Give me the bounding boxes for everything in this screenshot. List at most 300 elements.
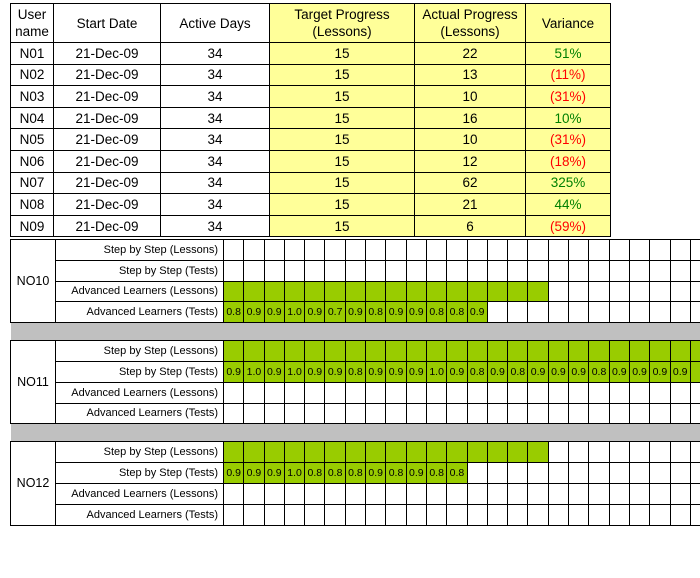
grid-user-id: NO11 xyxy=(11,341,56,424)
grid-cell xyxy=(629,504,649,525)
cell-start-date: 21-Dec-09 xyxy=(54,194,161,216)
cell-actual-progress: 13 xyxy=(415,64,526,86)
cell-target-progress: 15 xyxy=(270,43,415,65)
header-start-date xyxy=(54,4,161,43)
summary-table xyxy=(10,3,611,237)
grid-row-label: Advanced Learners (Tests) xyxy=(56,504,224,525)
grid-row xyxy=(11,260,700,281)
grid-cell xyxy=(670,302,690,323)
grid-cell xyxy=(609,382,629,403)
grid-cell xyxy=(629,382,649,403)
grid-cell xyxy=(284,240,304,261)
grid-cell xyxy=(386,403,406,424)
grid-cell xyxy=(224,403,244,424)
grid-cell xyxy=(406,442,426,463)
cell-variance: (59%) xyxy=(526,215,611,237)
grid-cell xyxy=(548,260,568,281)
cell-active-days: 34 xyxy=(161,215,270,237)
cell-user: N03 xyxy=(11,86,54,108)
grid-cell: 0.9 xyxy=(366,361,386,382)
grid-cell xyxy=(487,302,507,323)
grid-cell xyxy=(386,260,406,281)
cell-active-days: 34 xyxy=(161,194,270,216)
grid-cell xyxy=(264,341,284,362)
grid-cell xyxy=(508,403,528,424)
grid-cell: 0.9 xyxy=(345,302,365,323)
cell-actual-progress: 10 xyxy=(415,86,526,108)
cell-actual-progress: 21 xyxy=(415,194,526,216)
grid-cell xyxy=(528,240,548,261)
grid-cell xyxy=(305,260,325,281)
grid-cell xyxy=(487,341,507,362)
grid-cell xyxy=(609,483,629,504)
grid-cell: 0.9 xyxy=(244,463,264,484)
grid-cell xyxy=(244,403,264,424)
grid-row-label: Advanced Learners (Lessons) xyxy=(56,281,224,302)
grid-row xyxy=(11,403,700,424)
grid-cell xyxy=(244,281,264,302)
cell-actual-progress: 6 xyxy=(415,215,526,237)
grid-cell: 1.0 xyxy=(284,302,304,323)
grid-cell xyxy=(609,240,629,261)
cell-active-days: 34 xyxy=(161,43,270,65)
grid-cell: 0.8 xyxy=(426,302,446,323)
grid-cell xyxy=(589,403,609,424)
grid-cell xyxy=(426,281,446,302)
grid-cell xyxy=(670,403,690,424)
grid-cell xyxy=(609,302,629,323)
grid-row xyxy=(11,361,700,382)
grid-cell xyxy=(366,504,386,525)
progress-grid-body xyxy=(11,240,700,526)
grid-row xyxy=(11,463,700,484)
cell-user: N05 xyxy=(11,129,54,151)
grid-row xyxy=(11,281,700,302)
grid-cell xyxy=(528,483,548,504)
grid-cell: 0.9 xyxy=(406,302,426,323)
grid-row-label: Advanced Learners (Tests) xyxy=(56,403,224,424)
grid-cell xyxy=(406,403,426,424)
grid-cell: 0.7 xyxy=(325,302,345,323)
grid-cell xyxy=(548,281,568,302)
grid-cell xyxy=(589,281,609,302)
cell-user: N02 xyxy=(11,64,54,86)
grid-cell xyxy=(426,483,446,504)
grid-cell xyxy=(447,240,467,261)
grid-cell xyxy=(467,382,487,403)
grid-cell xyxy=(264,382,284,403)
summary-header-row xyxy=(11,4,611,43)
grid-cell xyxy=(569,281,589,302)
grid-cell xyxy=(650,442,670,463)
grid-cell xyxy=(366,483,386,504)
grid-cell xyxy=(569,463,589,484)
grid-cell xyxy=(629,302,649,323)
cell-target-progress: 15 xyxy=(270,150,415,172)
grid-cell xyxy=(325,260,345,281)
grid-cell xyxy=(284,341,304,362)
cell-start-date: 21-Dec-09 xyxy=(54,129,161,151)
grid-cell xyxy=(264,281,284,302)
cell-user: N06 xyxy=(11,150,54,172)
grid-cell xyxy=(467,341,487,362)
grid-cell: 0.9 xyxy=(224,361,244,382)
grid-cell: 0.8 xyxy=(345,361,365,382)
grid-cell xyxy=(305,240,325,261)
grid-cell xyxy=(386,442,406,463)
table-row xyxy=(11,150,611,172)
grid-cell xyxy=(508,442,528,463)
header-target-progress xyxy=(270,4,415,43)
grid-cell xyxy=(325,240,345,261)
header-user-name-text: User name xyxy=(15,7,49,39)
grid-cell: 0.8 xyxy=(305,463,325,484)
grid-cell xyxy=(609,281,629,302)
grid-cell xyxy=(487,463,507,484)
grid-cell xyxy=(284,483,304,504)
grid-cell xyxy=(345,403,365,424)
table-row xyxy=(11,129,611,151)
grid-cell: 0.9 xyxy=(528,361,548,382)
grid-cell xyxy=(609,341,629,362)
grid-cell: 0.8 xyxy=(325,463,345,484)
cell-actual-progress: 10 xyxy=(415,129,526,151)
grid-cell xyxy=(528,382,548,403)
grid-cell xyxy=(548,240,568,261)
grid-cell xyxy=(467,504,487,525)
cell-target-progress: 15 xyxy=(270,215,415,237)
grid-cell xyxy=(305,403,325,424)
cell-variance: (11%) xyxy=(526,64,611,86)
grid-cell xyxy=(366,442,386,463)
grid-cell xyxy=(569,240,589,261)
header-actual-progress-text: Actual Progress (Lessons) xyxy=(422,7,518,39)
grid-cell: 0.9 xyxy=(264,463,284,484)
grid-cell xyxy=(406,504,426,525)
grid-cell xyxy=(244,504,264,525)
grid-cell xyxy=(609,463,629,484)
grid-cell: 0.9 xyxy=(305,302,325,323)
grid-cell xyxy=(305,281,325,302)
grid-cell xyxy=(224,260,244,281)
grid-cell xyxy=(629,260,649,281)
cell-variance: 51% xyxy=(526,43,611,65)
grid-cell xyxy=(325,442,345,463)
grid-cell xyxy=(366,281,386,302)
grid-cell xyxy=(690,463,700,484)
cell-target-progress: 15 xyxy=(270,129,415,151)
grid-cell xyxy=(447,442,467,463)
grid-cell xyxy=(447,504,467,525)
grid-cell xyxy=(609,260,629,281)
grid-cell: 0.9 xyxy=(264,361,284,382)
grid-cell xyxy=(447,483,467,504)
grid-cell xyxy=(650,463,670,484)
grid-cell xyxy=(589,504,609,525)
grid-cell xyxy=(447,281,467,302)
cell-actual-progress: 22 xyxy=(415,43,526,65)
grid-cell xyxy=(386,504,406,525)
grid-cell xyxy=(345,240,365,261)
grid-cell xyxy=(426,240,446,261)
grid-cell xyxy=(447,260,467,281)
grid-cell xyxy=(467,463,487,484)
grid-row-label: Advanced Learners (Tests) xyxy=(56,302,224,323)
cell-active-days: 34 xyxy=(161,150,270,172)
group-separator xyxy=(11,424,700,442)
grid-cell xyxy=(366,403,386,424)
grid-cell xyxy=(426,504,446,525)
grid-cell xyxy=(629,463,649,484)
grid-cell xyxy=(244,240,264,261)
grid-row xyxy=(11,302,700,323)
grid-cell xyxy=(629,483,649,504)
grid-cell xyxy=(548,442,568,463)
grid-cell xyxy=(670,504,690,525)
cell-start-date: 21-Dec-09 xyxy=(54,215,161,237)
grid-cell xyxy=(345,504,365,525)
grid-cell xyxy=(670,442,690,463)
cell-variance: 10% xyxy=(526,107,611,129)
cell-variance: (18%) xyxy=(526,150,611,172)
grid-cell xyxy=(305,341,325,362)
grid-cell: 0.9 xyxy=(386,302,406,323)
grid-cell xyxy=(528,442,548,463)
table-row xyxy=(11,86,611,108)
grid-cell xyxy=(589,483,609,504)
grid-cell xyxy=(305,382,325,403)
grid-cell xyxy=(670,260,690,281)
grid-cell xyxy=(284,281,304,302)
header-active-days-text: Active Days xyxy=(179,15,251,31)
table-row xyxy=(11,172,611,194)
grid-cell xyxy=(589,302,609,323)
grid-cell xyxy=(690,504,700,525)
grid-cell xyxy=(508,302,528,323)
grid-cell xyxy=(670,240,690,261)
grid-cell xyxy=(386,281,406,302)
grid-cell xyxy=(650,281,670,302)
grid-cell xyxy=(690,403,700,424)
separator-band xyxy=(11,424,700,442)
table-row xyxy=(11,43,611,65)
grid-cell: 1.0 xyxy=(284,361,304,382)
cell-start-date: 21-Dec-09 xyxy=(54,64,161,86)
grid-cell xyxy=(690,260,700,281)
grid-row-label: Step by Step (Lessons) xyxy=(56,442,224,463)
grid-cell xyxy=(467,403,487,424)
grid-cell xyxy=(589,240,609,261)
grid-cell xyxy=(629,341,649,362)
grid-cell xyxy=(487,281,507,302)
grid-row-label: Step by Step (Tests) xyxy=(56,361,224,382)
grid-cell xyxy=(690,240,700,261)
grid-cell xyxy=(690,442,700,463)
grid-cell xyxy=(528,341,548,362)
grid-cell xyxy=(487,442,507,463)
progress-grid xyxy=(10,239,700,526)
grid-cell: 0.8 xyxy=(447,302,467,323)
grid-cell xyxy=(224,240,244,261)
grid-cell: 0.9 xyxy=(650,361,670,382)
grid-cell xyxy=(325,281,345,302)
grid-cell xyxy=(467,260,487,281)
grid-cell xyxy=(508,341,528,362)
cell-target-progress: 15 xyxy=(270,194,415,216)
grid-cell xyxy=(406,483,426,504)
grid-cell: 0.9 xyxy=(386,361,406,382)
grid-cell xyxy=(589,341,609,362)
cell-active-days: 34 xyxy=(161,129,270,151)
grid-cell: 0.9 xyxy=(569,361,589,382)
grid-cell: 0.9 xyxy=(487,361,507,382)
cell-start-date: 21-Dec-09 xyxy=(54,172,161,194)
grid-cell xyxy=(264,240,284,261)
grid-cell xyxy=(345,442,365,463)
grid-cell: 0.9 xyxy=(224,463,244,484)
grid-cell: 0.9 xyxy=(406,463,426,484)
grid-cell xyxy=(447,341,467,362)
grid-cell xyxy=(487,504,507,525)
grid-cell xyxy=(325,341,345,362)
cell-target-progress: 15 xyxy=(270,107,415,129)
grid-cell xyxy=(447,403,467,424)
grid-cell xyxy=(244,483,264,504)
grid-cell xyxy=(345,260,365,281)
grid-cell xyxy=(224,341,244,362)
grid-cell xyxy=(569,403,589,424)
grid-cell xyxy=(528,504,548,525)
grid-cell xyxy=(284,382,304,403)
grid-cell xyxy=(244,260,264,281)
grid-cell xyxy=(305,483,325,504)
grid-cell xyxy=(366,260,386,281)
grid-cell xyxy=(548,403,568,424)
grid-cell xyxy=(629,281,649,302)
grid-cell: 0.9 xyxy=(244,302,264,323)
grid-cell xyxy=(528,403,548,424)
grid-cell xyxy=(650,302,670,323)
grid-row-label: Advanced Learners (Lessons) xyxy=(56,382,224,403)
cell-target-progress: 15 xyxy=(270,172,415,194)
grid-cell xyxy=(548,341,568,362)
grid-cell xyxy=(345,382,365,403)
grid-cell xyxy=(508,504,528,525)
grid-cell xyxy=(224,442,244,463)
cell-actual-progress: 62 xyxy=(415,172,526,194)
grid-row-label: Step by Step (Tests) xyxy=(56,463,224,484)
header-user-name xyxy=(11,4,54,43)
table-row xyxy=(11,107,611,129)
grid-row-label: Step by Step (Lessons) xyxy=(56,240,224,261)
grid-cell xyxy=(325,504,345,525)
grid-cell xyxy=(305,504,325,525)
grid-cell xyxy=(426,260,446,281)
grid-cell xyxy=(528,281,548,302)
grid-cell xyxy=(345,281,365,302)
cell-target-progress: 15 xyxy=(270,64,415,86)
grid-cell xyxy=(325,382,345,403)
grid-cell xyxy=(548,463,568,484)
header-start-date-text: Start Date xyxy=(76,15,138,31)
grid-cell xyxy=(650,260,670,281)
grid-cell xyxy=(244,382,264,403)
grid-cell xyxy=(650,504,670,525)
grid-cell: 0.8 xyxy=(508,361,528,382)
grid-cell xyxy=(508,240,528,261)
grid-row-label: Step by Step (Lessons) xyxy=(56,341,224,362)
grid-cell xyxy=(569,382,589,403)
grid-cell xyxy=(569,483,589,504)
grid-cell: 0.9 xyxy=(447,361,467,382)
grid-cell xyxy=(508,382,528,403)
grid-row xyxy=(11,483,700,504)
grid-cell xyxy=(244,442,264,463)
grid-cell: 1.0 xyxy=(426,361,446,382)
grid-cell xyxy=(508,281,528,302)
header-target-progress-text: Target Progress (Lessons) xyxy=(294,7,390,39)
grid-cell: 0.9 xyxy=(325,361,345,382)
grid-cell xyxy=(690,302,700,323)
grid-row xyxy=(11,382,700,403)
grid-cell xyxy=(589,442,609,463)
grid-cell xyxy=(629,442,649,463)
cell-user: N08 xyxy=(11,194,54,216)
grid-cell xyxy=(284,442,304,463)
grid-cell xyxy=(589,382,609,403)
grid-cell xyxy=(487,403,507,424)
cell-start-date: 21-Dec-09 xyxy=(54,107,161,129)
grid-cell xyxy=(690,483,700,504)
cell-actual-progress: 16 xyxy=(415,107,526,129)
separator-band xyxy=(11,323,700,341)
grid-cell xyxy=(487,240,507,261)
grid-user-id: NO10 xyxy=(11,240,56,323)
grid-cell xyxy=(426,382,446,403)
grid-cell xyxy=(548,483,568,504)
grid-cell: 0.9 xyxy=(305,361,325,382)
grid-cell xyxy=(548,504,568,525)
grid-cell xyxy=(609,403,629,424)
grid-cell xyxy=(508,260,528,281)
grid-cell: 0.8 xyxy=(345,463,365,484)
grid-cell xyxy=(467,483,487,504)
cell-user: N07 xyxy=(11,172,54,194)
grid-cell xyxy=(264,504,284,525)
grid-cell: 0.9 xyxy=(264,302,284,323)
grid-cell xyxy=(224,483,244,504)
grid-cell xyxy=(345,341,365,362)
grid-cell xyxy=(569,504,589,525)
grid-cell xyxy=(528,463,548,484)
grid-cell xyxy=(569,260,589,281)
grid-cell: 0.8 xyxy=(589,361,609,382)
grid-cell: 0.9 xyxy=(467,302,487,323)
grid-cell xyxy=(670,382,690,403)
header-variance xyxy=(526,4,611,43)
grid-cell xyxy=(224,504,244,525)
grid-cell xyxy=(284,504,304,525)
group-separator xyxy=(11,323,700,341)
grid-cell xyxy=(690,341,700,362)
grid-cell: 0.8 xyxy=(447,463,467,484)
grid-cell xyxy=(447,382,467,403)
grid-cell xyxy=(386,382,406,403)
header-actual-progress xyxy=(415,4,526,43)
cell-start-date: 21-Dec-09 xyxy=(54,86,161,108)
cell-start-date: 21-Dec-09 xyxy=(54,150,161,172)
grid-cell xyxy=(264,483,284,504)
